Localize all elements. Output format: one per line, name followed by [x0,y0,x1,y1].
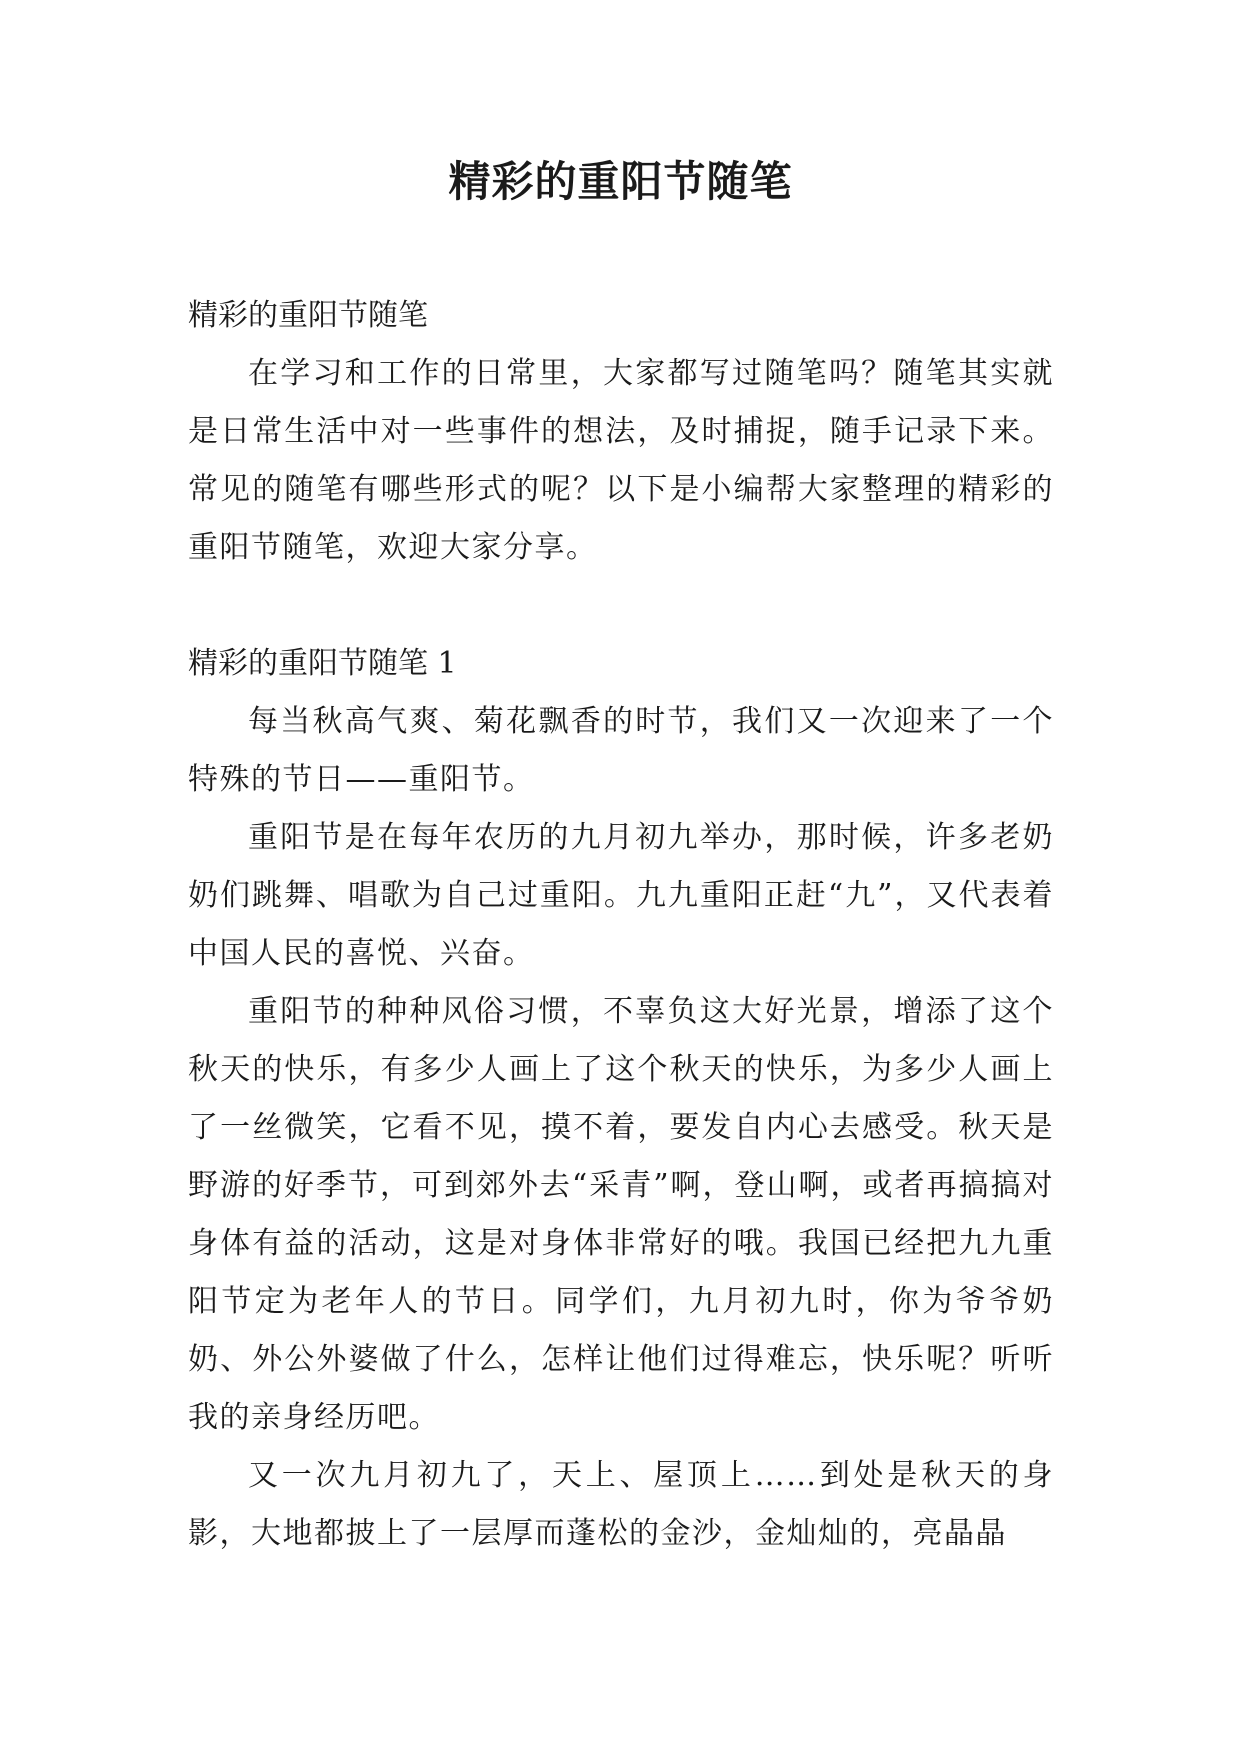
section-1-heading: 精彩的重阳节随笔 1 [188,646,457,681]
section-1-paragraph: 重阳节的种种风俗习惯，不辜负这大好光景，增添了这个秋天的快乐，有多少人画上了这个秋天的快乐，为多少人画上了一丝微笑，它看不见，摸不着，要发自内心去感受。秋天是野游的好季节，可到郊外去“采青”啊，登山啊，或者再搞搞对身体有益的活动，这是对身体非常好的哦。我国已经把九九重阳节定为老年人的节日。同学们，九月初九时，你为爷爷奶奶、外公外婆做了什么，怎样让他们过得难忘，快乐呢？听听我的亲身经历吧。 [188,994,1054,1435]
intro-heading: 精彩的重阳节随笔 [188,298,428,333]
intro-paragraph: 在学习和工作的日常里，大家都写过随笔吗？随笔其实就是日常生活中对一些事件的想法，及时捕捉，随手记录下来。常见的随笔有哪些形式的呢？以下是小编帮大家整理的精彩的重阳节随笔，欢迎大家分享。 [188,356,1054,565]
section-1-paragraph: 重阳节是在每年农历的九月初九举办，那时候，许多老奶奶们跳舞、唱歌为自己过重阳。九九重阳正赶“九”，又代表着中国人民的喜悦、兴奋。 [188,820,1054,971]
document-title: 精彩的重阳节随笔 [448,157,793,206]
section-1-paragraph: 又一次九月初九了，天上、屋顶上……到处是秋天的身影，大地都披上了一层厚而蓬松的金沙，金灿灿的，亮晶晶 [188,1458,1054,1551]
section-1-paragraph: 每当秋高气爽、菊花飘香的时节，我们又一次迎来了一个特殊的节日——重阳节。 [188,704,1054,797]
section-spacer [188,577,1054,635]
document-body [188,287,1054,1563]
